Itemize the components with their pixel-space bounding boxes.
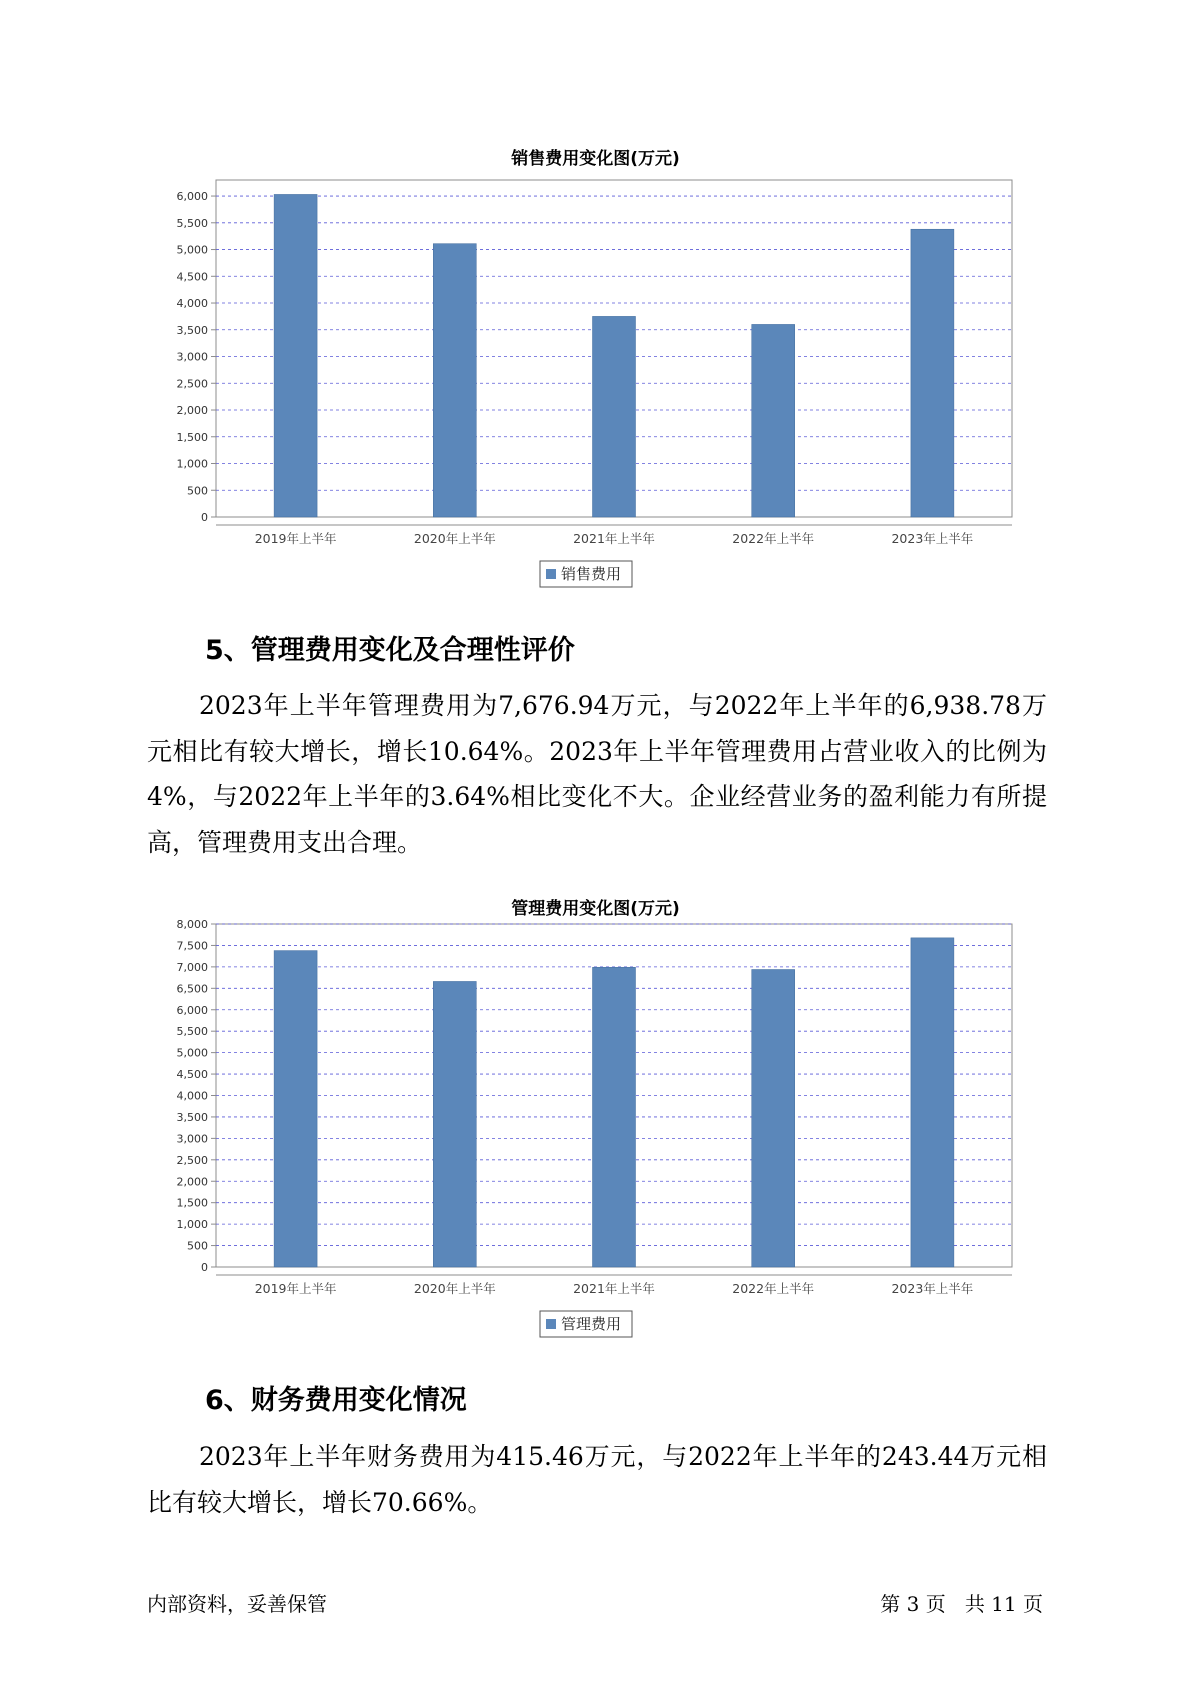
y-tick-label: 5,000 [176, 1046, 208, 1060]
y-tick-label: 6,500 [176, 982, 208, 996]
bar-2022年上半年 [752, 324, 795, 517]
legend-swatch [546, 569, 556, 579]
chart-title-admin: 管理费用变化图(万元) [511, 899, 680, 919]
y-tick-label: 4,500 [176, 1068, 208, 1082]
footer-page-info [880, 1588, 1043, 1617]
y-tick-label: 1,500 [176, 430, 208, 444]
y-tick-label: 5,000 [176, 243, 208, 257]
x-tick-label: 2021年上半年 [573, 531, 655, 546]
chart-title-sales: 销售费用变化图(万元) [511, 149, 680, 169]
bar-2020年上半年 [433, 244, 476, 517]
y-tick-label: 5,500 [176, 1025, 208, 1039]
x-tick-label: 2020年上半年 [413, 531, 496, 546]
legend-label: 管理费用 [561, 1315, 622, 1333]
section-5-paragraph-text: 2023年上半年管理费用为7,676.94万元，与2022年上半年的6,938.78万元相比有较大增长，增长10.64%。2023年上半年管理费用占营业收入的比例为4%，与2022年上半年的3.64%相比变化不大。企业经营业务的盈利能力有所提高，管理费用支出合理。 [147, 691, 1047, 857]
y-tick-label: 0 [201, 1261, 208, 1274]
bar-2023年上半年 [911, 938, 954, 1267]
footer-page-number: 第 3 页 [880, 1592, 946, 1616]
section-5-paragraph [147, 683, 1047, 865]
bar-2022年上半年 [752, 969, 795, 1267]
y-tick-label: 1,500 [176, 1196, 208, 1210]
x-tick-label: 2022年上半年 [732, 1281, 815, 1296]
section-5-heading: 5、管理费用变化及合理性评价 [205, 635, 575, 666]
y-tick-label: 3,000 [176, 350, 208, 364]
y-tick-label: 4,000 [176, 297, 208, 311]
y-tick-label: 6,000 [176, 1003, 208, 1017]
y-tick-label: 500 [187, 484, 208, 498]
x-tick-label: 2021年上半年 [573, 1281, 655, 1296]
y-tick-label: 4,500 [176, 270, 208, 284]
footer-page-total: 共 11 页 [964, 1592, 1043, 1616]
bar-2019年上半年 [274, 194, 317, 517]
y-tick-label: 0 [201, 511, 208, 524]
y-tick-label: 6,000 [176, 190, 208, 204]
bar-2021年上半年 [593, 967, 636, 1267]
sales-expense-chart [0, 140, 1191, 590]
bar-2019年上半年 [274, 951, 317, 1267]
y-tick-label: 2,000 [176, 1175, 208, 1189]
y-tick-label: 2,500 [176, 377, 208, 391]
y-tick-label: 2,000 [176, 404, 208, 418]
footer-confidential: 内部资料，妥善保管 [147, 1592, 327, 1616]
section-6-paragraph [147, 1434, 1047, 1525]
y-tick-label: 3,500 [176, 1110, 208, 1124]
x-tick-label: 2020年上半年 [413, 1281, 496, 1296]
y-tick-label: 4,000 [176, 1089, 208, 1103]
y-tick-label: 5,500 [176, 216, 208, 230]
y-tick-label: 500 [187, 1239, 208, 1253]
bar-2023年上半年 [911, 229, 954, 517]
admin-expense-chart [0, 890, 1191, 1340]
y-tick-label: 7,500 [176, 939, 208, 953]
section-6-heading: 6、财务费用变化情况 [205, 1385, 467, 1416]
legend-swatch [546, 1319, 556, 1329]
y-tick-label: 3,500 [176, 323, 208, 337]
section-6-paragraph-text: 2023年上半年财务费用为415.46万元，与2022年上半年的243.44万元相比有较大增长，增长70.66%。 [147, 1442, 1047, 1517]
legend-label: 销售费用 [561, 565, 622, 583]
y-tick-label: 2,500 [176, 1153, 208, 1167]
x-tick-label: 2023年上半年 [891, 531, 974, 546]
y-tick-label: 8,000 [176, 918, 208, 931]
x-tick-label: 2023年上半年 [891, 1281, 974, 1296]
y-tick-label: 1,000 [176, 457, 208, 471]
bar-2020年上半年 [433, 981, 476, 1267]
y-tick-label: 3,000 [176, 1132, 208, 1146]
x-tick-label: 2022年上半年 [732, 531, 815, 546]
y-tick-label: 1,000 [176, 1218, 208, 1232]
y-tick-label: 7,000 [176, 960, 208, 974]
bar-2021年上半年 [593, 316, 636, 517]
x-tick-label: 2019年上半年 [254, 531, 337, 546]
x-tick-label: 2019年上半年 [254, 1281, 337, 1296]
